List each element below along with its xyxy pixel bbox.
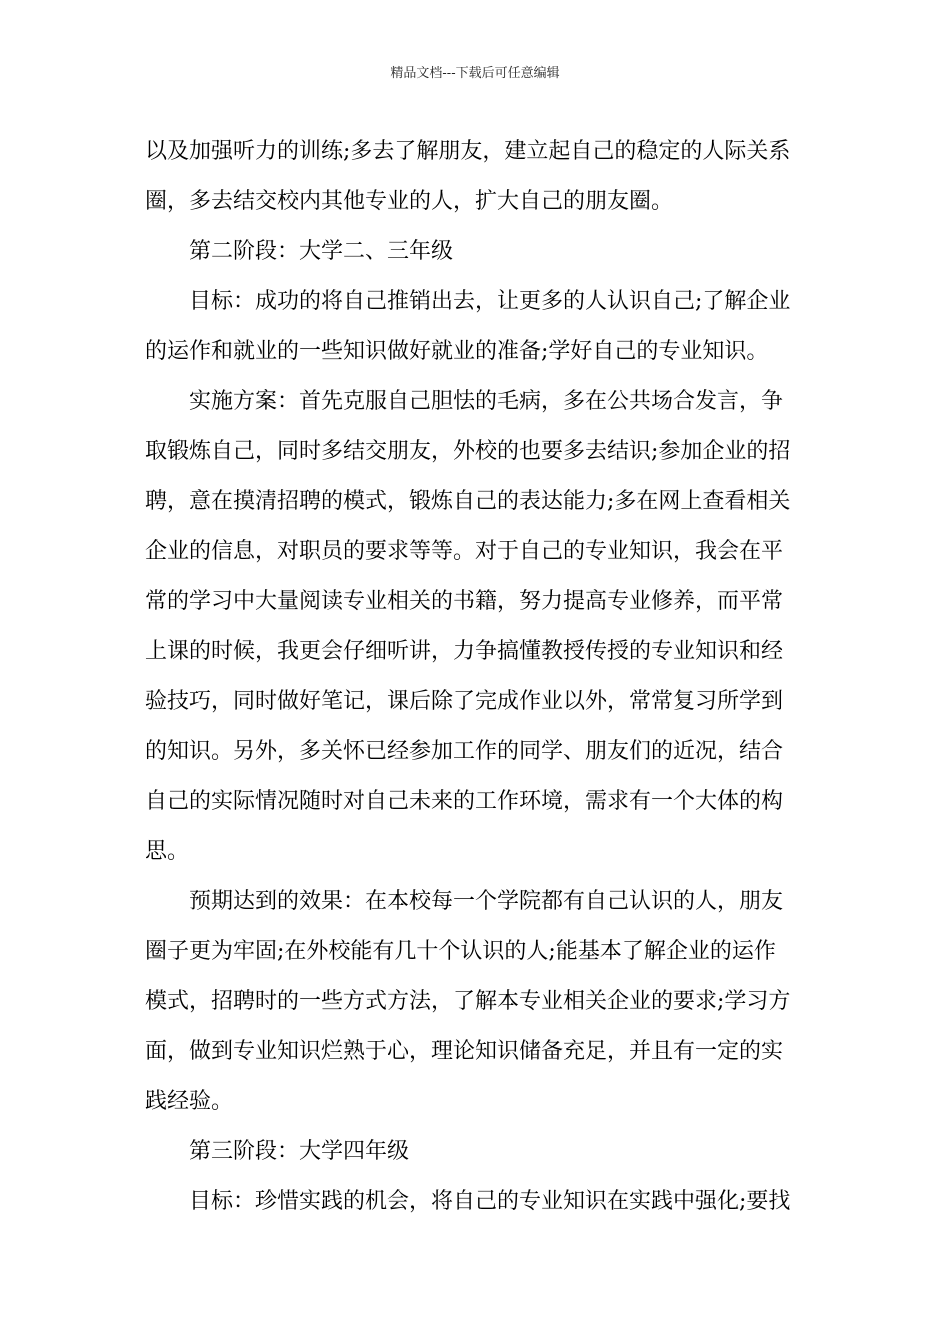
text-line: 践经验。 bbox=[145, 1089, 234, 1114]
section-heading bbox=[145, 227, 813, 277]
text-line: 思。 bbox=[145, 839, 190, 864]
text-line: 预期达到的效果：在本校每一个学院都有自己认识的人，朋友 bbox=[189, 889, 784, 914]
text-line: 目标：成功的将自己推销出去，让更多的人认识自己;了解企业 bbox=[189, 289, 791, 314]
text-line: 目标：珍惜实践的机会，将自己的专业知识在实践中强化;要找 bbox=[189, 1189, 791, 1214]
text-line: 实施方案：首先克服自己胆怯的毛病，多在公共场合发言，争 bbox=[189, 389, 784, 414]
text-line: 第二阶段：大学二、三年级 bbox=[189, 239, 454, 264]
paragraph bbox=[145, 1177, 813, 1227]
text-line: 的运作和就业的一些知识做好就业的准备;学好自己的专业知识。 bbox=[145, 339, 769, 364]
text-line: 取锻炼自己，同时多结交朋友，外校的也要多去结识;参加企业的招 bbox=[145, 439, 791, 464]
paragraph bbox=[145, 127, 813, 227]
text-line: 以及加强听力的训练;多去了解朋友，建立起自己的稳定的人际关系 bbox=[145, 139, 791, 164]
text-line: 自己的实际情况随时对自己未来的工作环境，需求有一个大体的构 bbox=[145, 789, 784, 814]
text-line: 常的学习中大量阅读专业相关的书籍，努力提高专业修养，而平常 bbox=[145, 589, 784, 614]
text-line: 企业的信息，对职员的要求等等。对于自己的专业知识，我会在平 bbox=[145, 539, 784, 564]
paragraph bbox=[145, 877, 813, 1127]
document-body bbox=[145, 127, 813, 1227]
text-line: 面，做到专业知识烂熟于心，理论知识储备充足，并且有一定的实 bbox=[145, 1039, 784, 1064]
text-line: 第三阶段：大学四年级 bbox=[189, 1139, 410, 1164]
text-line: 聘，意在摸清招聘的模式，锻炼自己的表达能力;多在网上查看相关 bbox=[145, 489, 791, 514]
text-line: 验技巧，同时做好笔记，课后除了完成作业以外，常常复习所学到 bbox=[145, 689, 784, 714]
text-line: 上课的时候，我更会仔细听讲，力争搞懂教授传授的专业知识和经 bbox=[145, 639, 784, 664]
text-line: 圈，多去结交校内其他专业的人，扩大自己的朋友圈。 bbox=[145, 189, 674, 214]
text-line: 的知识。另外，多关怀已经参加工作的同学、朋友们的近况，结合 bbox=[145, 739, 784, 764]
text-line: 模式，招聘时的一些方式方法，了解本专业相关企业的要求;学习方 bbox=[145, 989, 791, 1014]
section-heading bbox=[145, 1127, 813, 1177]
paragraph bbox=[145, 277, 813, 377]
text-line: 圈子更为牢固;在外校能有几十个认识的人;能基本了解企业的运作 bbox=[145, 939, 776, 964]
paragraph bbox=[145, 377, 813, 877]
page-header: 精品文档---下载后可任意编辑 bbox=[390, 66, 560, 81]
